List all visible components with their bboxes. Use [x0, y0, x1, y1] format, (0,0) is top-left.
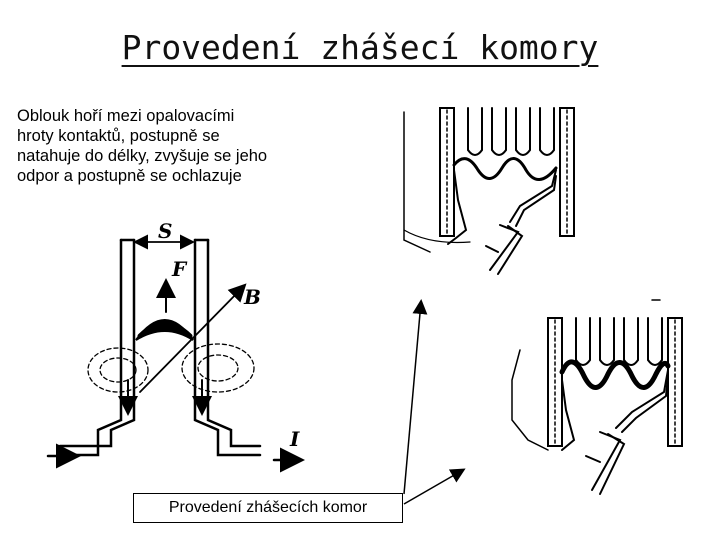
description-line: Oblouk hoří mezi opalovacími	[17, 107, 235, 125]
current-label: I	[290, 427, 300, 451]
pointer-to-lower-drawing	[404, 470, 463, 504]
description-line: hroty kontaktů, postupně se	[17, 127, 220, 145]
left-contact	[60, 240, 134, 455]
caption-box: Provedení zhášecích komor	[133, 493, 403, 523]
field-label: B	[244, 285, 261, 309]
force-label: F	[172, 257, 187, 281]
arc-chute-drawing-upper	[404, 108, 574, 274]
caption-pointers	[404, 302, 463, 504]
slide-title: Provedení zhášecí komory	[121, 28, 599, 67]
arc-chute-drawing-lower	[512, 300, 682, 494]
gap-label: S	[158, 219, 173, 243]
magnetic-field-lines	[88, 344, 254, 392]
description-line: odpor a postupně se ochlazuje	[17, 167, 242, 185]
description-line: natahuje do délky, zvyšuje se jeho	[17, 147, 268, 165]
right-contact	[195, 240, 260, 455]
pointer-to-upper-drawing	[404, 302, 421, 494]
field-arrow	[140, 286, 244, 392]
